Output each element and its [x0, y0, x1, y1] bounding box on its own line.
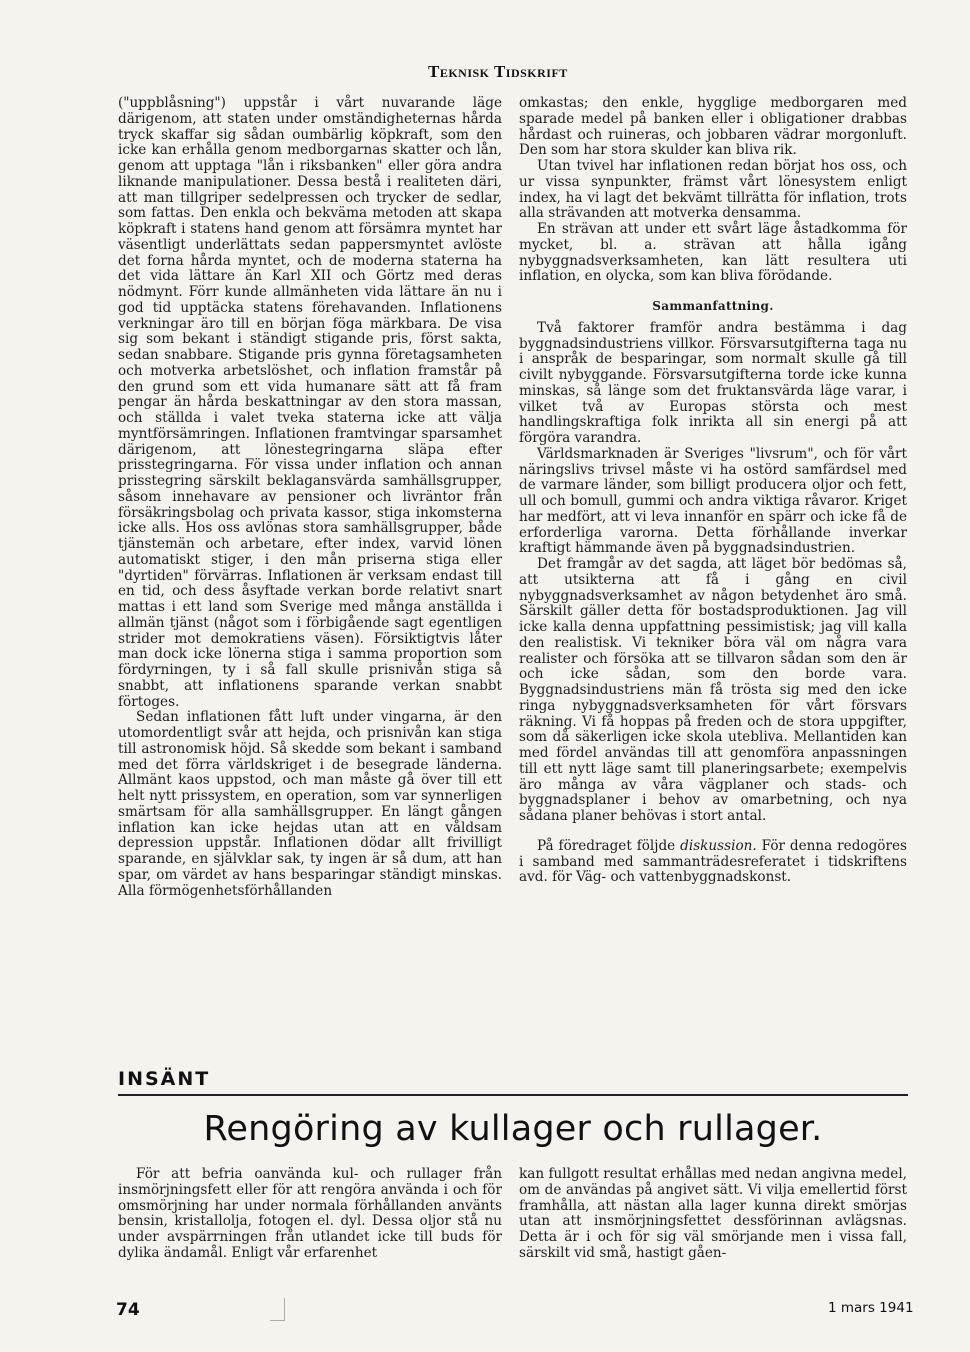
insert-headline: Rengöring av kullager och rullager.: [203, 1109, 823, 1149]
article-left-column: [118, 96, 502, 899]
paragraph: Två faktorer framför andra bestämma i dag byggnadsindustriens villkor. Försvarsutgifterna taga nu i anspråk de besparingar, som normalt skulle gå till civilt nybyggande. Försvarsutgifterna torde icke kunna minskas, så länge som det fruktansvärda läge varar, i vilket två av Europas största och mest handlingskraftiga folk inrikta all sin energi på att förgöra varandra.: [519, 319, 907, 446]
article-right-column: [519, 96, 907, 886]
masthead: Teknisk Tidskrift: [428, 62, 568, 81]
paragraph: Det framgår av det sagda, att läget bör bedömas så, att utsikterna att få i gång en civil nybyggnadsverksamhet av någon betydenhet äro små. Särskilt gäller detta för bostadsproduktionen. Jag vill icke kalla denna uppfattning pessimistisk; jag vill kalla den realistisk. Vi tekniker böra väl om några vara realister och försöka att se tillvaron sådan som den är och icke sådan, som den borde vara. Byggnadsindustriens män få trösta sig med den icke ringa nybyggnadsverksamheten för vårt försvars räkning. Vi få hoppas på freden och de stora uppgifter, som då säkerligen icke skola utebliva. Mellantiden kan med fördel användas till att genomföra anpassningen till ett nytt läge samt till planeringsarbete; exempelvis äro många av våra vägplaner och stads- och byggnadsplaner i behov av omarbetning, och nya sådana planer behövas i stort antal.: [519, 556, 907, 824]
paragraph: omkastas; den enkle, hygglige medborgaren med sparade medel på banken eller i obligationer drabbas hårdast och ruineras, och jobbaren vädrar morgonluft. Den som har stora skulder kan bliva rik.: [519, 95, 907, 159]
paragraph: Världsmarknaden är Sveriges "livsrum", och för vårt näringslivs trivsel måste vi ha ostörd samfärdsel med de varmare länder, som billigt producera oljor och fett, ull och bomull, gummi och andra viktiga råvaror. Kriget har medfört, att vi leva innanför en spärr och icke få de erforderliga varorna. Detta förhållande inverkar kraftigt hämmande även på byggnadsindustrien.: [519, 445, 907, 557]
insert-label: INSÄNT: [118, 1068, 211, 1090]
insert-right-column: [519, 1167, 907, 1262]
paragraph: En strävan att under ett svårt läge åstadkomma för mycket, bl. a. strävan att hålla igång nybyggnadsverksamheten, kan lätt resultera uti inflation, en olycka, som kan bliva förödande.: [519, 221, 907, 285]
issue-date: 1 mars 1941: [828, 1300, 914, 1316]
closing-text: För denna redogöres i samband med sammanträdesreferatet i tidskriftens avd. för Väg- och vattenbyggnadskonst.: [519, 837, 907, 886]
margin-mark: [270, 1298, 285, 1321]
insert-left-column: [118, 1167, 502, 1262]
closing-paragraph: [519, 839, 907, 886]
discussion-term: diskussion.: [680, 837, 757, 854]
paragraph: Utan tvivel har inflationen redan börjat hos oss, och ur vissa synpunkter, främst vårt lönesystem enligt index, ha vi lagt det bekvämt tillrätta för inflation, trots alla strävanden att motverka densamma.: [519, 158, 907, 222]
divider: [118, 1094, 908, 1096]
paragraph: Sedan inflationen fått luft under vingarna, är den utomordentligt svår att hejda, och prisnivån kan stiga till astronomisk höjd. Så skedde som bekant i samband med det förra världskriget i de besegrade länderna. Allmänt kaos uppstod, och man måste gå över till ett helt nytt prissystem, en operation, som var synnerligen smärtsam för alla samhällsgrupper. En längt gången inflation kan icke hejdas utan att en våldsam depression uppstår. Inflationen dödar allt frivilligt sparande, en självklar sak, ty ingen är så dum, att han spar, om värdet av hans besparingar ständigt minskas. Alla förmögenhetsförhållanden: [118, 709, 502, 899]
closing-text: På föredraget följde: [537, 837, 676, 854]
paragraph: ("uppblåsning") uppstår i vårt nuvarande läge därigenom, att staten under omständigheternas hårda tryck skaffar sig sådan oumbärlig köpkraft, som den icke kan erhålla genom medborgarnas skatter och lån, genom att upptaga "lån i riksbanken" eller göra andra liknande manipulationer. Dessa bestå i realiteten däri, att man tillgriper sedelpressen och trycker de sedlar, som fattas. Den enkla och bekväma metoden att skapa köpkraft i statens hand genom att försämra myntet har väsentligt underlättats sedan pappersmyntet avlöste det forna hårda myntet, och de moderna staterna ha det vida lättare än Karl XII och Görtz med deras nödmynt. Förr kunde allmänheten vida lättare än nu i god tid upptäcka statens förehavanden. Inflationens verkningar äro till en början föga märkbara. De visa sig som bekant i ständigt stigande pris, först sakta, sedan snabbare. Stigande pris gynna företagsamheten och motverka arbetslöshet, och inflation framstår på den grund som ett vida humanare sätt att få fram pengar än hårda beskattningar av den stora massan, och ställda i valet tveka staterna icke att välja myntförsämringen. Inflationen framtvingar sparsamhet därigenom, att lönestegringarna släpa efter prisstegringarna. För vissa under inflation och annan prisstegring särskilt beklagansvärda samhällsgrupper, såsom innehavare av pensioner och livräntor från försäkringsbolag och privata kassor, stiga inkomsterna icke alls. Hos oss avlönas stora samhällsgrupper, både tjänstemän och arbetare, efter index, varvid lönen automatiskt stiger, i den mån priserna stiga eller "dyrtiden" förvärras. Inflationen är verksam endast till en tid, och dess åsyftade verkan borde relativt snart mattas i ett land som Sverige med många anställda i allmän tjänst (något som i förbigående sagt egentligen strider mot demokratiens väsen). Försiktigtvis låter man dock icke lönerna stiga i samma proportion som fördyrningen, ty i så fall skulle prisnivån stiga så snabbt, att inflationens sparande verkan snabbt förtoges.: [118, 95, 502, 710]
paragraph: För att befria oanvända kul- och rullager från insmörjningsfett eller för att rengöra använda i och för omsmörjning har under normala förhållanden använts bensin, kristallolja, fotogen el. dyl. Dessa oljor stå nu under avspärrningen från utlandet icke till buds för dylika ändamål. Enligt vår erfarenhet: [118, 1166, 502, 1261]
summary-heading: Sammanfattning.: [652, 299, 774, 313]
page-number: 74: [116, 1300, 140, 1320]
paragraph: kan fullgott resultat erhållas med nedan angivna medel, om de användas på angivet sätt. Vi vilja emellertid först framhålla, att nästan alla lager kunna direkt smörjas utan att insmörjningsfettet dessförinnan avlägsnas. Detta är i och för sig väl smörjande men i vissa fall, särskilt vid små, hastigt gåen-: [519, 1166, 907, 1261]
